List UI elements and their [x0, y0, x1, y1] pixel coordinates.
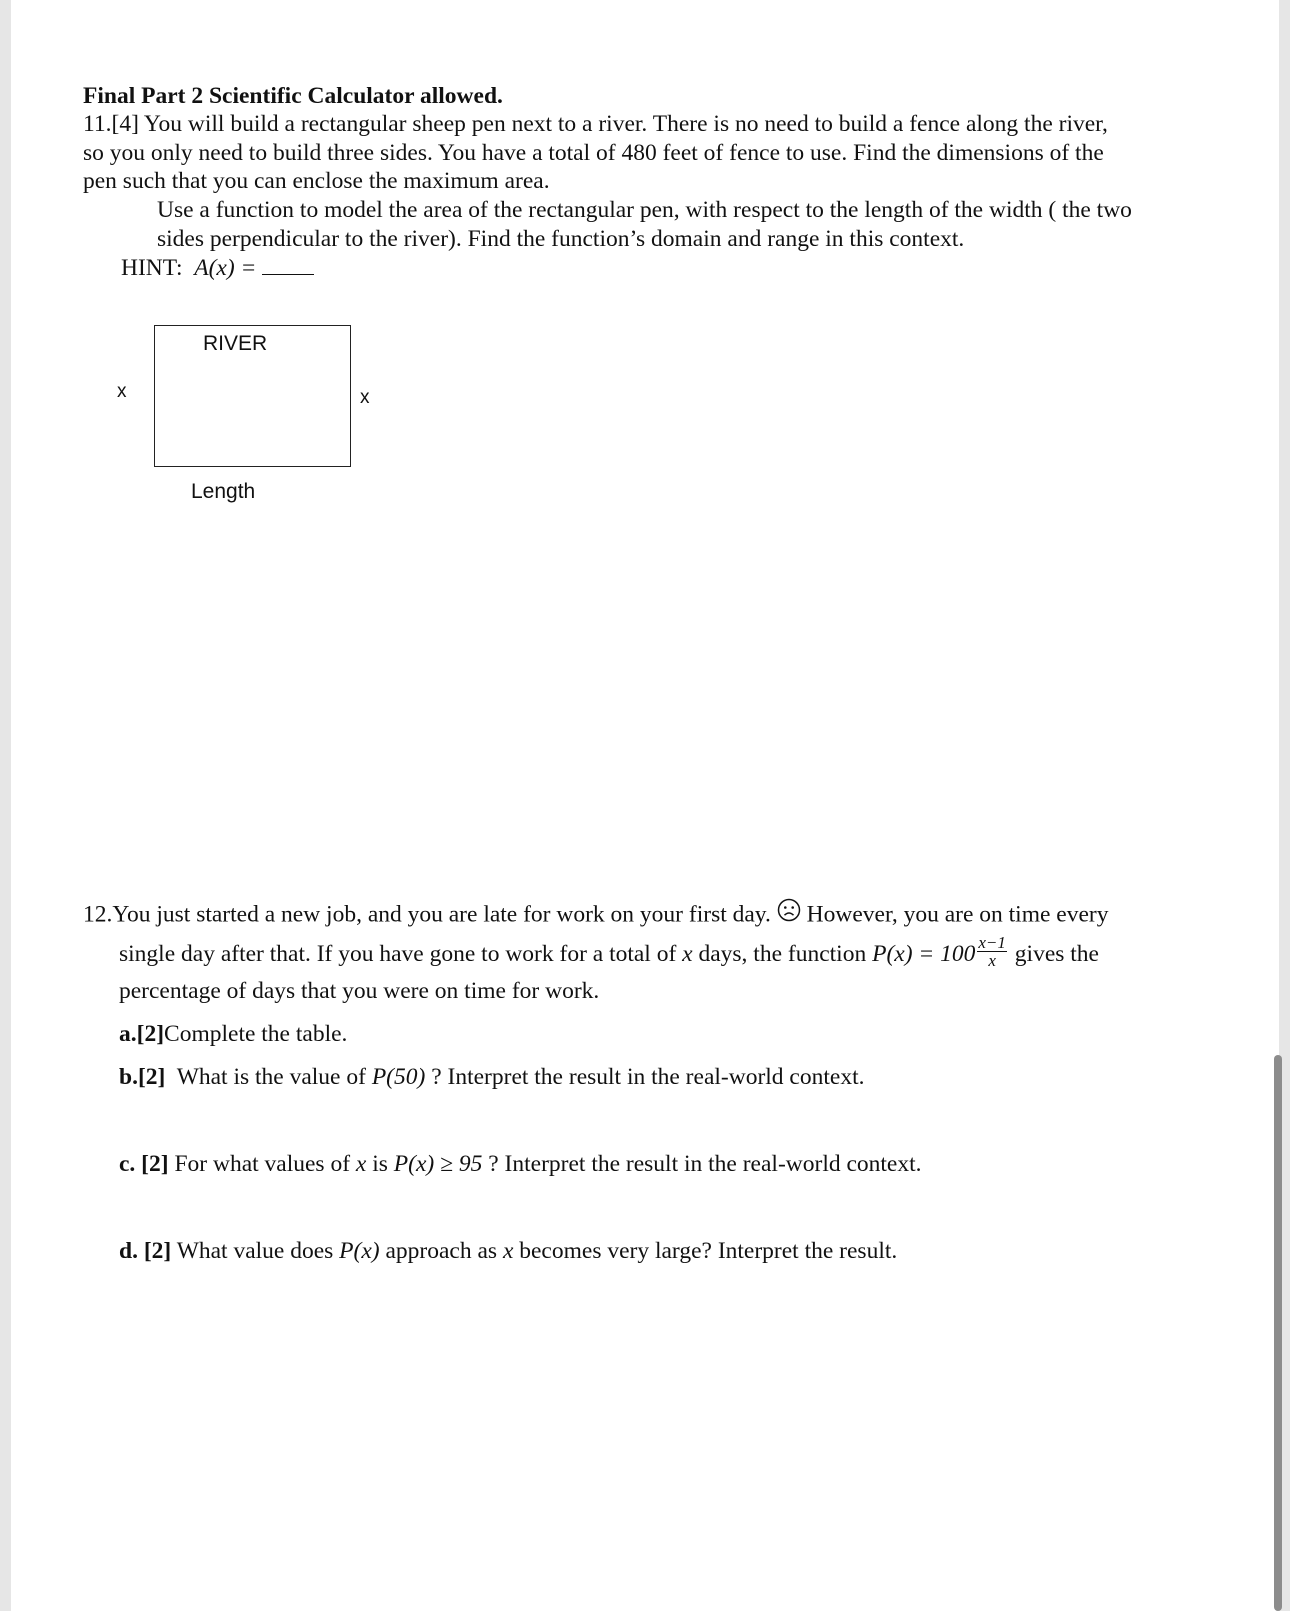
- right-width-label: x: [360, 387, 370, 408]
- q11-line-1: [83, 110, 1108, 139]
- part-c-label: c. [2]: [119, 1151, 169, 1177]
- q12-part-b: [119, 1063, 864, 1092]
- q11-line-1-text: You will build a rectangular sheep pen next to a river. There is no need to build a fence along the river,: [138, 111, 1108, 137]
- part-c-text-c: ? Interpret the result in the real-world context.: [488, 1151, 922, 1177]
- part-b-label: b.[2]: [119, 1064, 166, 1090]
- q11-line-3: pen such that you can enclose the maximum area.: [83, 168, 550, 194]
- hint-label: HINT:: [121, 255, 183, 281]
- q12-line-1-text-b: However, you are on time every: [806, 901, 1109, 928]
- part-c-text-a: For what values of: [174, 1151, 351, 1177]
- q11-sub-line-1: Use a function to model the area of the rectangular pen, with respect to the length of the width ( the two: [157, 197, 1132, 223]
- frowning-face-icon: [777, 898, 801, 930]
- q11-number: 11.[4]: [83, 111, 139, 137]
- q12-part-a: [119, 1020, 347, 1049]
- q12-line-1-text-a: 12.You just started a new job, and you are late for work on your first day.: [83, 901, 771, 928]
- document-page: [11, 0, 1279, 1611]
- q12-line-3: percentage of days that you were on time for work.: [119, 978, 600, 1004]
- part-b-expression: P(50): [371, 1064, 426, 1090]
- fraction-numerator: x−1: [978, 933, 1006, 952]
- part-c-var: x: [355, 1151, 367, 1177]
- q11-line-2: so you only need to build three sides. You have a total of 480 feet of fence to use. Find the dimensions of the: [83, 140, 1104, 166]
- q11-hint: [121, 254, 314, 283]
- hint-blank: [262, 254, 314, 275]
- part-d-text-c: becomes very large? Interpret the result.: [519, 1238, 898, 1264]
- part-b-text-b: ? Interpret the result in the real-world context.: [431, 1064, 865, 1090]
- q12-part-c: [119, 1150, 922, 1179]
- q11-sub-line-2: sides perpendicular to the river). Find the function’s domain and range in this context.: [157, 226, 965, 252]
- part-a-label: a.[2]: [119, 1021, 165, 1047]
- part-d-text-b: approach as: [385, 1238, 498, 1264]
- part-d-var: x: [502, 1238, 514, 1264]
- q12-line-1: [83, 900, 1108, 932]
- length-label: Length: [191, 480, 256, 503]
- q12-line-2-text-c: gives the: [1014, 940, 1099, 967]
- part-b-text-a: What is the value of: [176, 1064, 366, 1090]
- vertical-scrollbar[interactable]: [1274, 1055, 1282, 1611]
- q12-fraction: [977, 934, 1007, 969]
- q12-line-2: [119, 933, 1099, 973]
- fraction-denominator: x: [988, 951, 996, 970]
- part-c-text-b: is: [372, 1151, 388, 1177]
- page-title: Final Part 2 Scientific Calculator allowed.: [83, 83, 503, 109]
- part-d-text-a: What value does: [176, 1238, 334, 1264]
- hint-function: A(x) =: [194, 255, 257, 281]
- part-d-expression: P(x): [339, 1238, 380, 1264]
- part-d-label: d. [2]: [119, 1238, 172, 1264]
- q12-function: P(x) = 100: [872, 940, 976, 967]
- part-a-text: Complete the table.: [164, 1021, 348, 1047]
- q12-var-x: x: [682, 940, 693, 967]
- q12-line-2-text-b: days, the function: [698, 940, 867, 967]
- left-width-label: x: [117, 381, 127, 402]
- part-c-expression: P(x) ≥ 95: [393, 1151, 483, 1177]
- river-label: RIVER: [203, 332, 268, 355]
- q12-line-2-text-a: single day after that. If you have gone to work for a total of: [119, 940, 677, 967]
- q12-part-d: [119, 1237, 897, 1266]
